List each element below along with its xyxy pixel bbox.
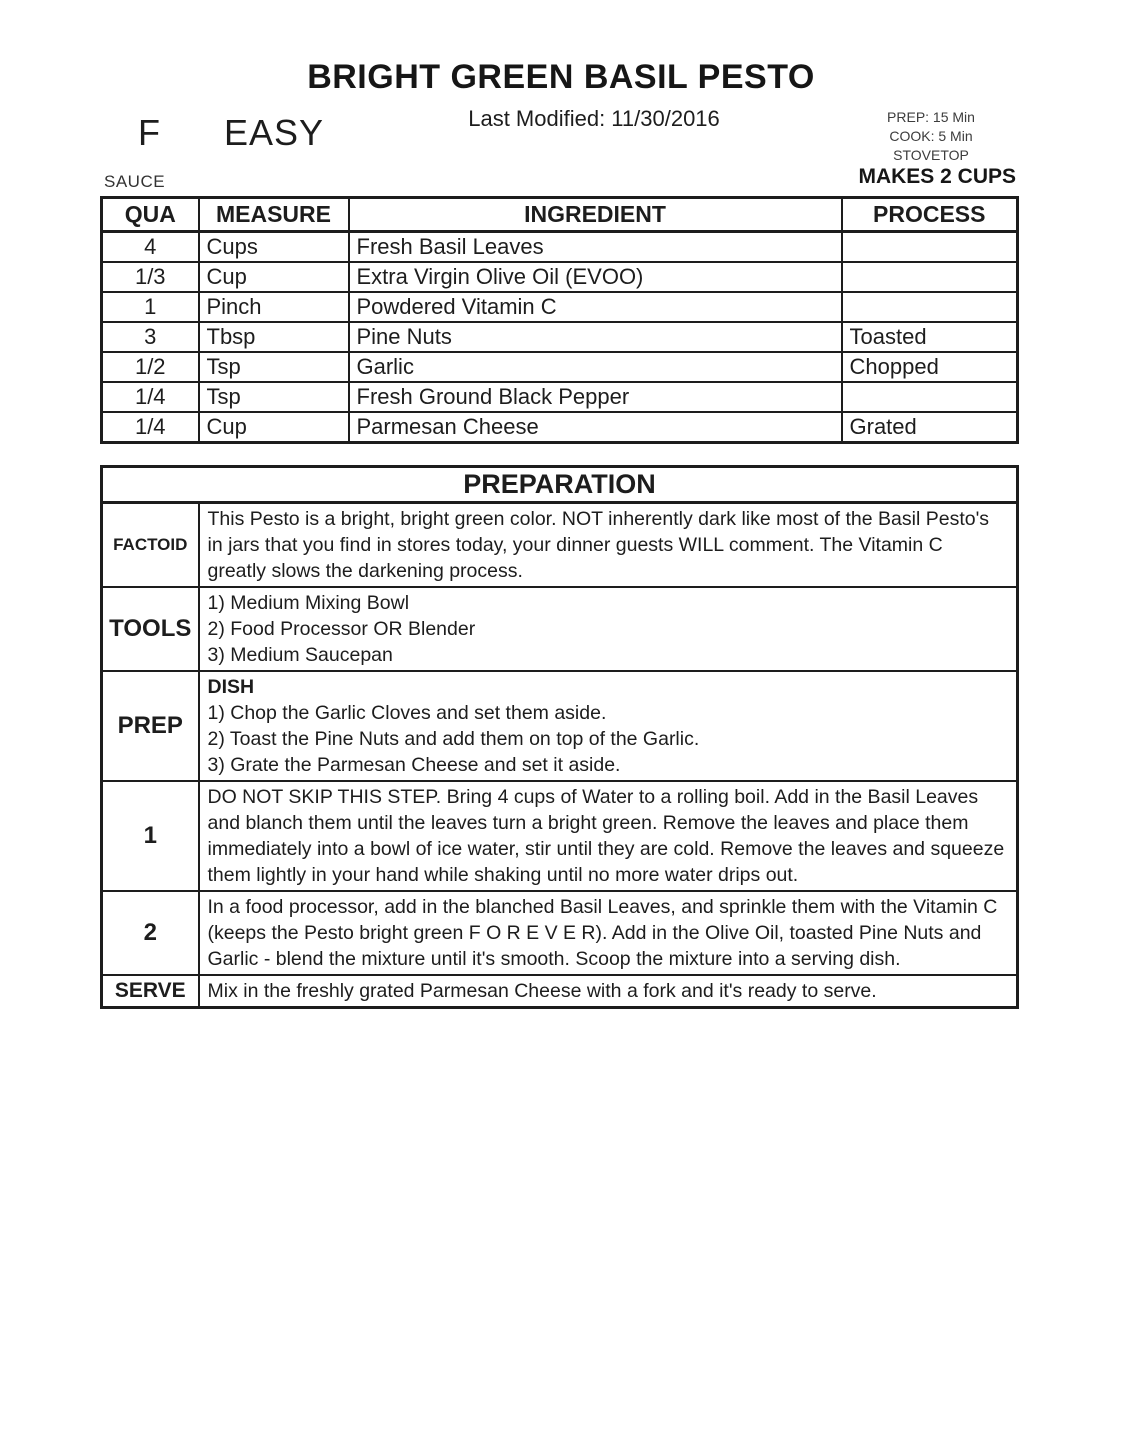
ingredient-cell: Extra Virgin Olive Oil (EVOO) bbox=[349, 262, 842, 292]
table-row bbox=[102, 292, 1018, 322]
table-row bbox=[102, 232, 1018, 263]
measure-cell: Tbsp bbox=[199, 322, 349, 352]
measure-cell: Cup bbox=[199, 412, 349, 443]
last-modified-label: Last Modified: 11/30/2016 bbox=[468, 106, 720, 131]
serve-label: SERVE bbox=[102, 975, 199, 1008]
process-cell bbox=[842, 382, 1018, 412]
qua-cell: 3 bbox=[102, 322, 199, 352]
process-cell bbox=[842, 292, 1018, 322]
factoid-row bbox=[102, 503, 1018, 588]
ingredient-cell: Fresh Basil Leaves bbox=[349, 232, 842, 263]
ingredient-cell: Parmesan Cheese bbox=[349, 412, 842, 443]
serve-row bbox=[102, 975, 1018, 1008]
tool-item: 2) Food Processor OR Blender bbox=[207, 618, 476, 640]
preparation-table bbox=[100, 465, 1019, 1009]
measure-cell: Tsp bbox=[199, 382, 349, 412]
ingredient-cell: Powdered Vitamin C bbox=[349, 292, 842, 322]
step-1-row bbox=[102, 781, 1018, 891]
process-cell bbox=[842, 262, 1018, 292]
measure-cell: Tsp bbox=[199, 352, 349, 382]
difficulty-label: EASY bbox=[224, 112, 325, 153]
qua-cell: 1 bbox=[102, 292, 199, 322]
step-1-text: DO NOT SKIP THIS STEP. Bring 4 cups of Water to a rolling boil. Add in the Basil Leaves and blanch them until the leaves turn a bright green. Remove the leaves and place them immediately into a bowl of ice water, stir until they are cold. Remove the leaves and squeeze them lightly in your hand while shaking until no more water drips out. bbox=[199, 781, 1018, 891]
process-cell: Toasted bbox=[842, 322, 1018, 352]
measure-cell: Cup bbox=[199, 262, 349, 292]
process-cell: Chopped bbox=[842, 352, 1018, 382]
factoid-text: This Pesto is a bright, bright green color. NOT inherently dark like most of the Basil Pesto's in jars that you find in stores today, your dinner guests WILL comment. The Vitamin C greatly slows the darkening process. bbox=[199, 503, 1018, 588]
category-label: SAUCE bbox=[104, 172, 166, 191]
factoid-label: FACTOID bbox=[102, 503, 199, 588]
tools-list bbox=[199, 587, 1018, 671]
qua-cell: 1/4 bbox=[102, 412, 199, 443]
table-row bbox=[102, 262, 1018, 292]
prep-item: 3) Grate the Parmesan Cheese and set it aside. bbox=[207, 754, 621, 776]
recipe-code: F bbox=[138, 112, 160, 153]
prep-heading: DISH bbox=[207, 676, 255, 698]
prep-time: PREP: 15 Min bbox=[887, 109, 975, 125]
measure-cell: Cups bbox=[199, 232, 349, 263]
ingredients-table bbox=[100, 196, 1019, 444]
step-1-label: 1 bbox=[102, 781, 199, 891]
prep-item: 2) Toast the Pine Nuts and add them on top of the Garlic. bbox=[207, 728, 700, 750]
step-2-label: 2 bbox=[102, 891, 199, 975]
process-cell bbox=[842, 232, 1018, 263]
step-2-text: In a food processor, add in the blanched Basil Leaves, and sprinkle them with the Vitamin C (keeps the Pesto bright green F O R E V E R). Add in the Olive Oil, toasted Pine Nuts and Garlic - blend the mixture until it's smooth. Scoop the mixture into a serving dish. bbox=[199, 891, 1018, 975]
column-header-qua: QUA bbox=[102, 198, 199, 232]
tools-row bbox=[102, 587, 1018, 671]
tool-item: 1) Medium Mixing Bowl bbox=[207, 592, 410, 614]
table-row bbox=[102, 382, 1018, 412]
serve-text: Mix in the freshly grated Parmesan Cheese with a fork and it's ready to serve. bbox=[199, 975, 1018, 1008]
table-row bbox=[102, 412, 1018, 443]
cook-method: STOVETOP bbox=[893, 147, 969, 163]
process-cell: Grated bbox=[842, 412, 1018, 443]
ingredient-cell: Fresh Ground Black Pepper bbox=[349, 382, 842, 412]
prep-item: 1) Chop the Garlic Cloves and set them aside. bbox=[207, 702, 607, 724]
measure-cell: Pinch bbox=[199, 292, 349, 322]
table-row bbox=[102, 322, 1018, 352]
page-title: BRIGHT GREEN BASIL PESTO bbox=[307, 58, 815, 96]
column-header-ingredient: INGREDIENT bbox=[349, 198, 842, 232]
preparation-title-row bbox=[102, 467, 1018, 503]
prep-list bbox=[199, 671, 1018, 781]
ingredient-cell: Pine Nuts bbox=[349, 322, 842, 352]
qua-cell: 1/2 bbox=[102, 352, 199, 382]
ingredient-cell: Garlic bbox=[349, 352, 842, 382]
time-info-block bbox=[845, 108, 1017, 165]
cook-time: COOK: 5 Min bbox=[889, 128, 973, 144]
table-row bbox=[102, 352, 1018, 382]
column-header-process: PROCESS bbox=[842, 198, 1018, 232]
step-2-row bbox=[102, 891, 1018, 975]
tool-item: 3) Medium Saucepan bbox=[207, 644, 393, 666]
qua-cell: 1/3 bbox=[102, 262, 199, 292]
prep-label: PREP bbox=[102, 671, 199, 781]
column-header-measure: MEASURE bbox=[199, 198, 349, 232]
ingredients-header-row bbox=[102, 198, 1018, 232]
tools-label: TOOLS bbox=[102, 587, 199, 671]
yield-label: MAKES 2 CUPS bbox=[858, 165, 1016, 188]
preparation-title: PREPARATION bbox=[102, 467, 1018, 503]
qua-cell: 1/4 bbox=[102, 382, 199, 412]
qua-cell: 4 bbox=[102, 232, 199, 263]
prep-row bbox=[102, 671, 1018, 781]
